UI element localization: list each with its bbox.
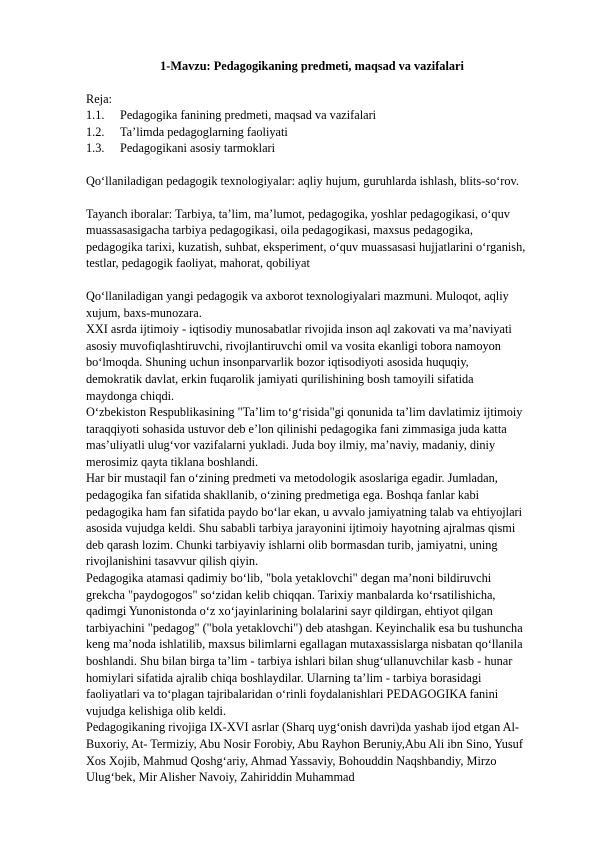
- body-paragraph: Pedagogika atamasi qadimiy bo‘lib, "bola yetaklovchi" degan ma’noni bildiruvchi grekcha "paydogogos" so‘zidan kelib chiqqan. Tarixiy manbalarda ko‘rsatilishicha, qadimgi Yunonistonda o‘z xo‘jayinlarining bolalarini sayr qildirgan, ehtiyot qilgan tarbiyachini "pedagog" ("bola yetaklovchi") deb atashgan. Keyinchalik esa bu tushuncha keng ma’noda ishlatilib, maxsus bilimlarni egallagan mutaxassislarga nisbatan qo‘llanila boshlandi. Shu bilan birga ta’lim - tarbiya ishlari bilan shug‘ullanuvchilar kasb - hunar homiylari sifatida ajralib chiqa boshlaydilar. Ularning ta’lim - tarbiya borasidagi faoliyatlari va to‘plagan tajribalaridan o‘rinli foydalanishlari PEDAGOGIKA fanini vujudga kelishiga olib keldi.: [86, 571, 523, 718]
- reja-label: Reja:: [86, 91, 112, 106]
- reja-item-number: 1.1.: [86, 108, 105, 123]
- reja-item: [86, 124, 526, 141]
- key-terms-paragraph: Tayanch iboralar: Tarbiya, ta’lim, ma’lumot, pedagogika, yoshlar pedagogikasi, o‘quv muassasasigacha tarbiya pedagogikasi, oila pedagogikasi, maxsus pedagogika, pedagogika tarixi, kuzatish, suhbat, eksperiment, o‘quv muassasasi hujjatlarini o‘rganish, testlar, pedagogik faoliyat, mahorat, qobiliyat: [86, 206, 526, 271]
- reja-item-text: Pedagogikani asosiy tarmoklari: [120, 141, 276, 156]
- document-body: [86, 58, 526, 786]
- reja-item-text: Pedagogika fanining predmeti, maqsad va vazifalari: [120, 108, 377, 123]
- reja-item-number: 1.2.: [86, 124, 105, 139]
- new-technologies-paragraph: Qo‘llaniladigan yangi pedagogik va axborot texnologiyalari mazmuni. Muloqot, aqliy xujum, baxs-munozara.: [86, 288, 509, 320]
- reja-item: [86, 140, 526, 157]
- body-paragraph: XXI asrda ijtimoiy - iqtisodiy munosabatlar rivojida inson aql zakovati va ma’naviyati asosiy muvofiqlashtiruvchi, rivojlantiruvchi omil va vosita ekanligi tobora namoyon bo‘lmoqda. Shuning uchun insonparvarlik bozor iqtisodiyoti asosida huquqiy, demokratik davlat, erkin fuqarolik jamiyati qurilishining bosh tamoyili sifatida maydonga chiqdi.: [86, 322, 512, 403]
- page-title: 1-Mavzu: Pedagogikaning predmeti, maqsad va vazifalari: [160, 59, 464, 73]
- body-paragraph: Pedagogikaning rivojiga IX-XVI asrlar (Sharq uyg‘onish davri)da yashab ijod etgan Al-Buxoriy, At- Termiziy, Abu Nosir Forobiy, Abu Rayhon Beruniy,Abu Ali ibn Sino, Yusuf Xos Xojib, Mahmud Qoshg‘ariy, Ahmad Yassaviy, Bohouddin Naqshbandiy, Mirzo Ulug‘bek, Mir Alisher Navoiy, Zahiriddin Muhammad: [86, 720, 523, 785]
- reja-section: [86, 91, 526, 157]
- reja-item: [86, 107, 526, 124]
- technologies-paragraph: Qo‘llaniladigan pedagogik texnologiyalar: aqliy hujum, guruhlarda ishlash, blits-so‘rov.: [86, 173, 519, 188]
- body-paragraph: Har bir mustaqil fan o‘zining predmeti va metodologik asoslariga egadir. Jumladan, pedagogika fan sifatida shakllanib, o‘zining predmetiga ega. Boshqa fanlar kabi pedagogika ham fan sifatida paydo bo‘lar ekan, u avvalo jamiyatning talab va ehtiyojlari asosida vujudga keldi. Shu sababli tarbiya jarayonini ijtimoiy hayotning ajralmas qismi deb qarash lozim. Chunki tarbiyaviy ishlarni olib bormasdan turib, jamiyatni, uning rivojlanishini tasavvur qilish qiyin.: [86, 471, 523, 569]
- reja-item-text: Ta’limda pedagoglarning faoliyati: [120, 124, 288, 139]
- body-paragraph: O‘zbekiston Respublikasining "Ta’lim to‘g‘risida"gi qonunida ta’lim davlatimiz ijtimoiy taraqqiyoti sohasida ustuvor deb e’lon qilinishi pedagogika fani zimmasiga juda katta mas’uliyatli ulug‘vor vazifalarni yukladi. Juda boy ilmiy, ma’naviy, madaniy, diniy merosimiz qayta tiklana boshlandi.: [86, 405, 523, 469]
- reja-item-number: 1.3.: [86, 141, 105, 156]
